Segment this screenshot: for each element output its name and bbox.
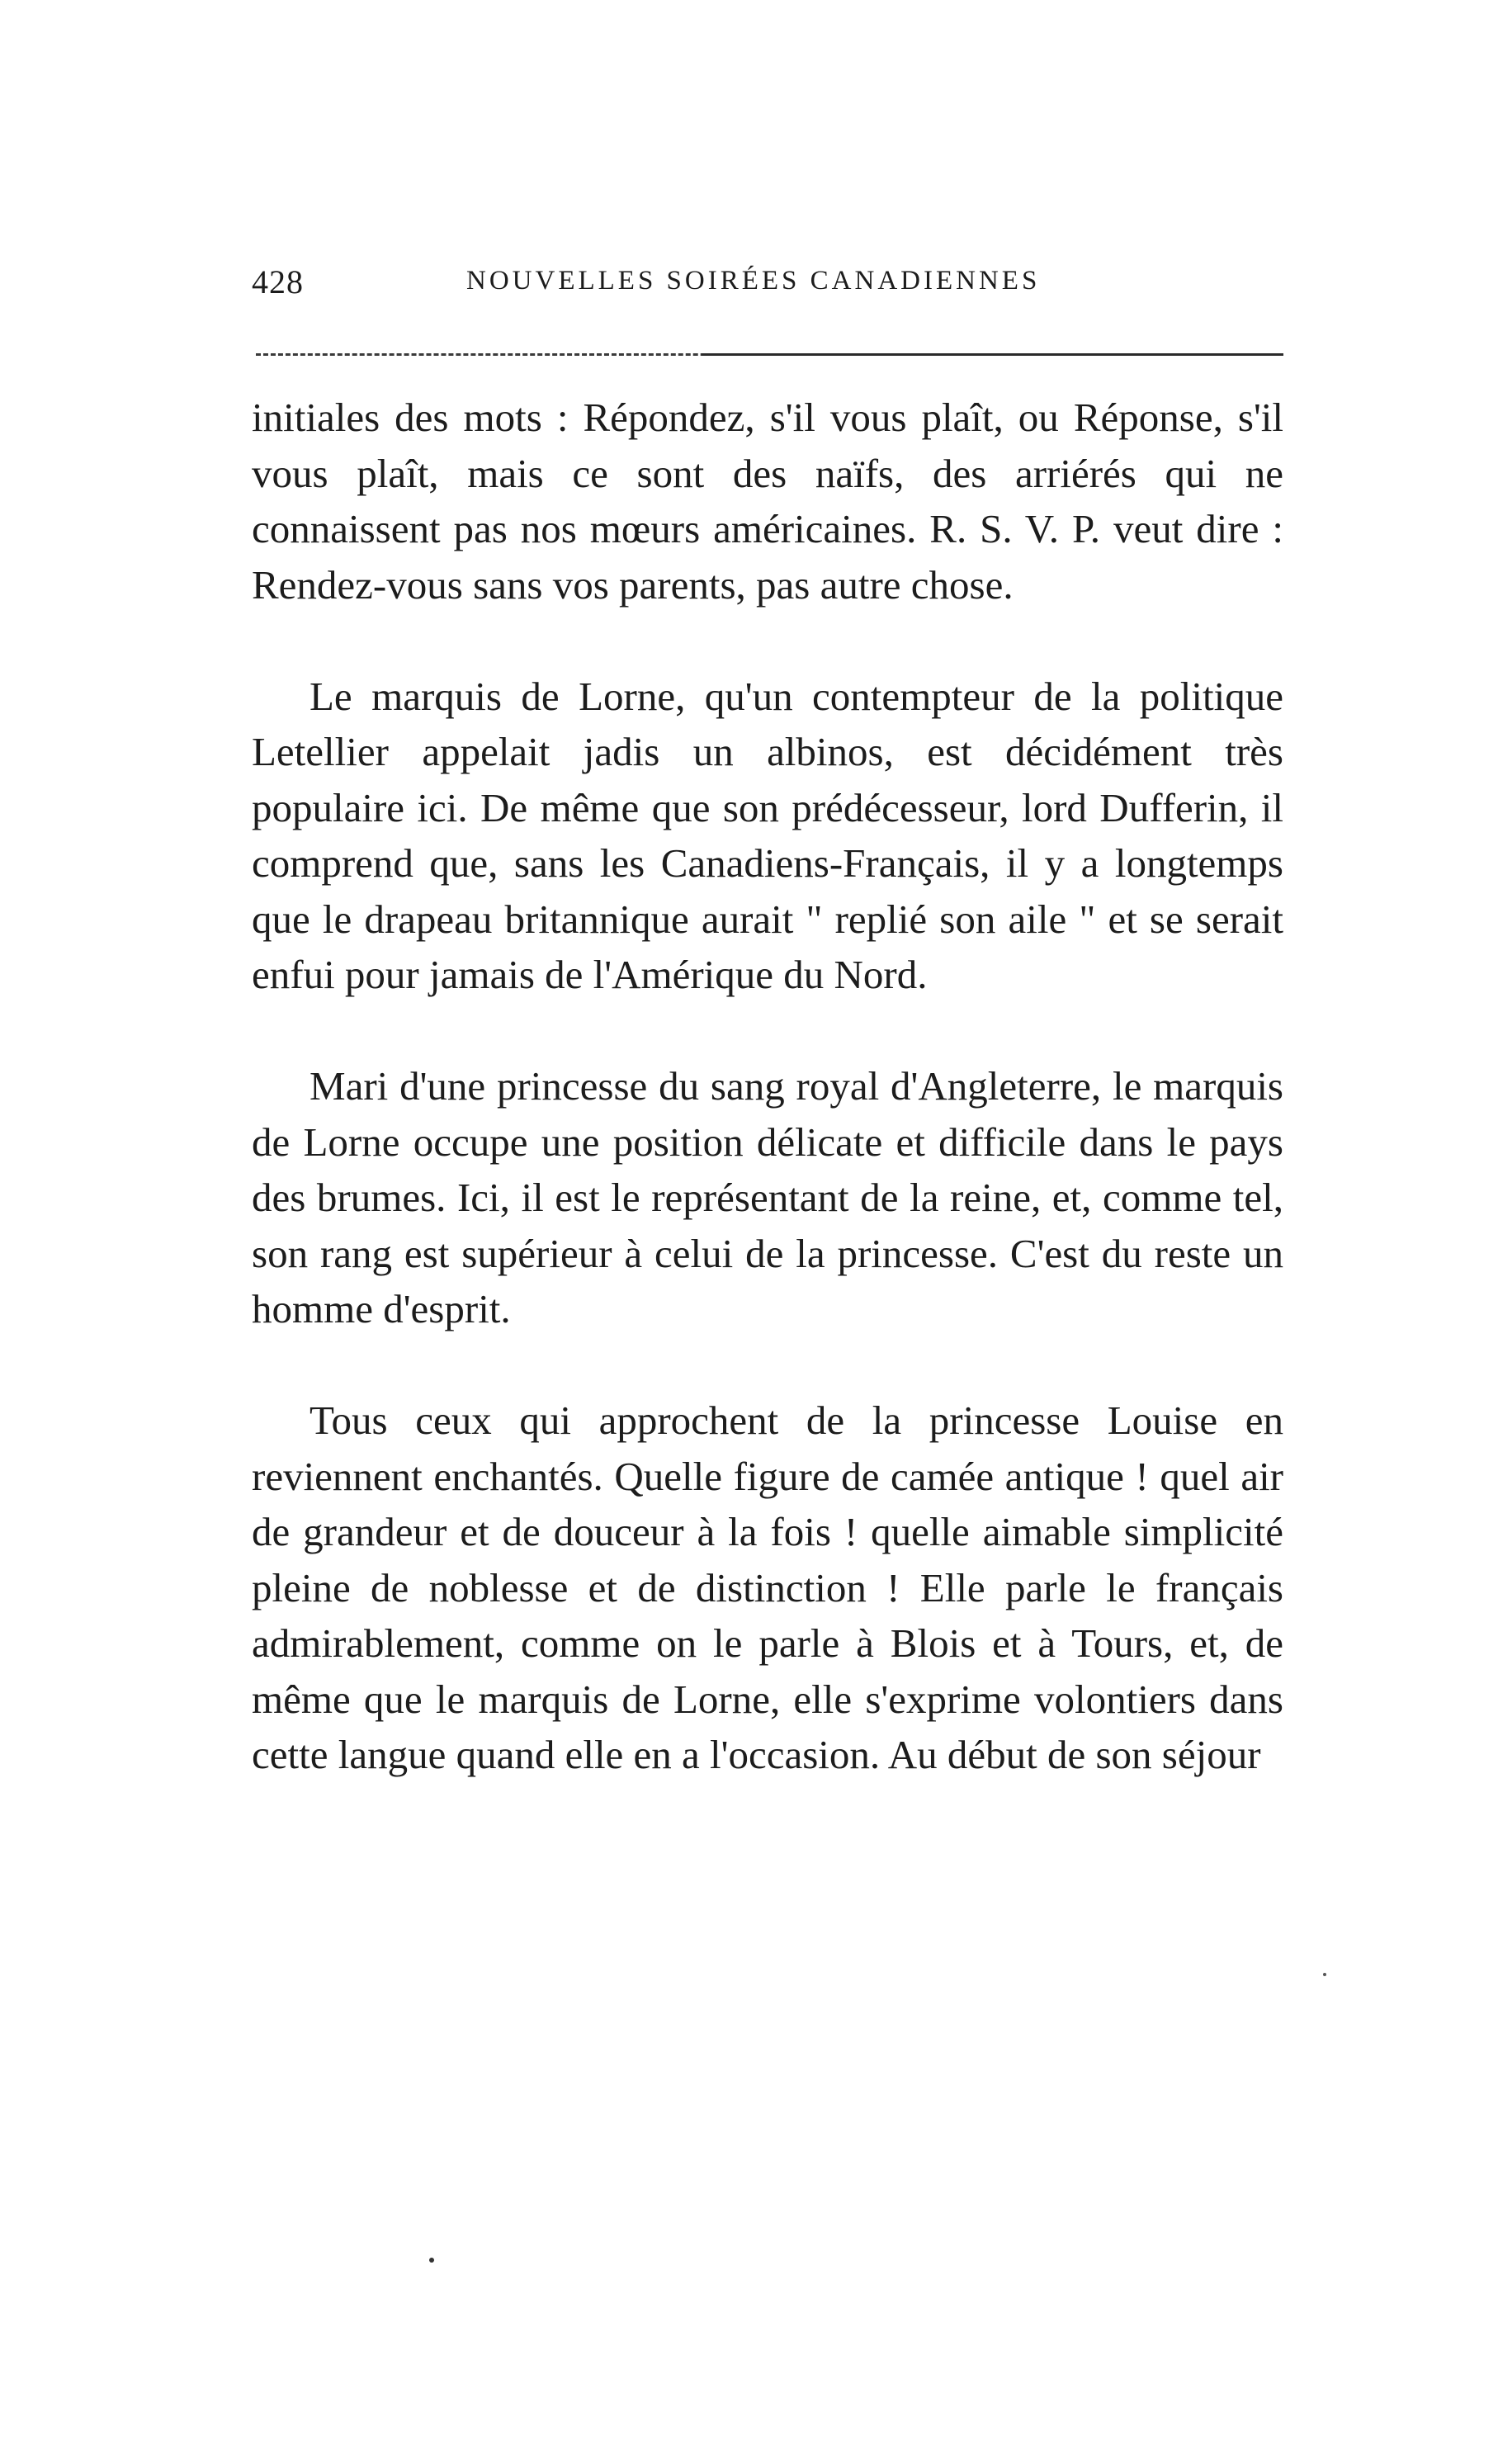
header-rule-solid — [702, 353, 1283, 356]
stray-mark — [429, 2258, 434, 2263]
running-title: NOUVELLES SOIRÉES CANADIENNES — [466, 266, 1041, 296]
paragraph-2: Le marquis de Lorne, qu'un contempteur de la politique Letellier appelait jadis un albinos, est décidément très populaire ici. De même que son prédécesseur, lord Dufferin, il comprend que, sans les Canadiens-Français, il y a longtemps que le drapeau britannique aurait " replié son aile " et se serait enfui pour jamais de l'Amérique du Nord. — [252, 673, 1283, 997]
page-header — [252, 262, 1283, 312]
paragraph-4: Tous ceux qui approchent de la princesse Louise en reviennent enchantés. Quelle figure de camée antique ! quel air de grandeur et de douceur à la fois ! quelle aimable simplicité pleine de noblesse et de distinction ! Elle parle le français admirablement, comme on le parle à Blois et à Tours, et, de même que le marquis de Lorne, elle s'exprime volontiers dans cette langue quand elle en a l'occasion. Au début de son séjour — [252, 1398, 1283, 1777]
stray-mark-margin — [1323, 1973, 1326, 1976]
page-number: 428 — [252, 263, 304, 300]
paragraph-3: Mari d'une princesse du sang royal d'Angleterre, le marquis de Lorne occupe une position délicate et difficile dans le pays des brumes. Ici, il est le représentant de la reine, et, comme tel, son rang est supérieur à celui de la princesse. C'est du reste un homme d'esprit. — [252, 1063, 1283, 1331]
paragraph-1: initiales des mots : Répondez, s'il vous plaît, ou Réponse, s'il vous plaît, mais ce sont des naïfs, des arriérés qui ne connaissent pas nos mœurs américaines. R. S. V. P. veut dire : Rendez-vous sans vos parents, pas autre chose. — [252, 395, 1283, 608]
body-text — [252, 390, 1283, 1783]
